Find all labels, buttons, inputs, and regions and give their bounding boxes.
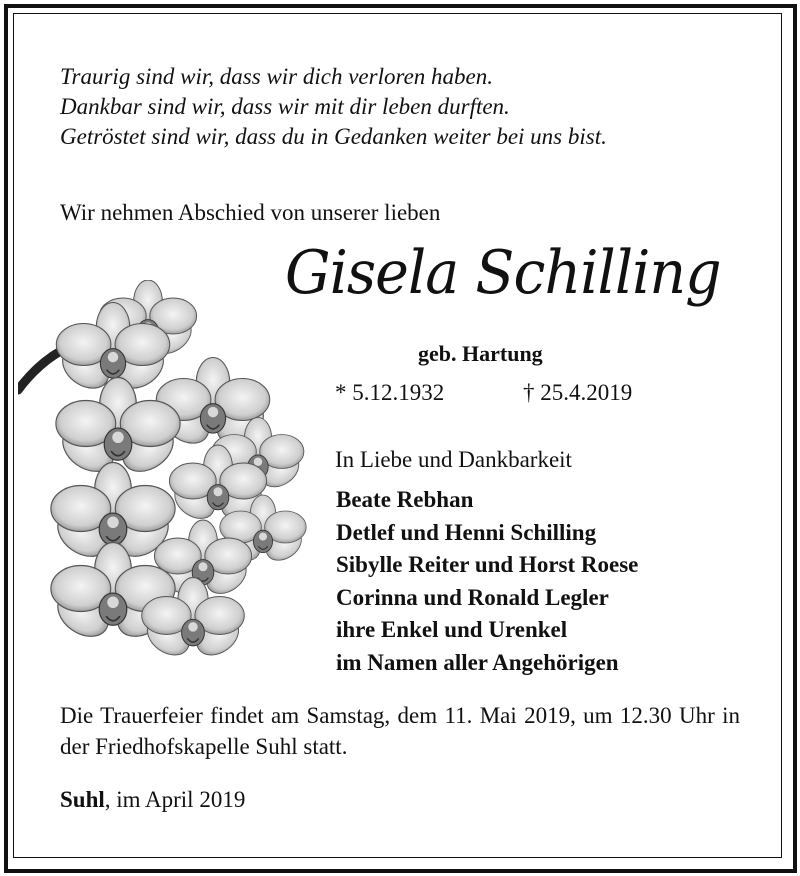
deceased-name: Gisela Schilling — [285, 238, 721, 308]
mourner-line: ihre Enkel und Urenkel — [336, 617, 568, 642]
poem — [60, 62, 607, 152]
farewell-intro: Wir nehmen Abschied von unserer lieben — [60, 200, 441, 225]
mourner-line: Sibylle Reiter und Horst Roese — [336, 552, 639, 577]
maiden-name: geb. Hartung — [418, 341, 543, 366]
town-name: Suhl — [60, 787, 105, 812]
mourners-list — [336, 484, 638, 679]
place-and-date — [60, 787, 245, 813]
birth-date: * 5.12.1932 — [335, 380, 445, 405]
poem-line: Dankbar sind wir, dass wir mit dir leben durften. — [60, 94, 510, 119]
mourner-line: Corinna und Ronald Legler — [336, 584, 609, 610]
mourner-line: Detlef und Henni Schilling — [336, 519, 597, 545]
orchid-icon — [18, 280, 308, 670]
mourner-line: Beate Rebhan — [336, 487, 474, 512]
date-text: , im April 2019 — [104, 787, 246, 812]
death-date: † 25.4.2019 — [523, 380, 633, 405]
poem-line: Getröstet sind wir, dass du in Gedanken weiter bei uns bist. — [60, 124, 607, 149]
mourner-line: im Namen aller Angehörigen — [336, 649, 619, 675]
service-notice: Die Trauerfeier findet am Samstag, dem 11. Mai 2019, um 12.30 Uhr in der Friedhofskapelle Suhl statt. — [60, 703, 740, 759]
poem-line: Traurig sind wir, dass wir dich verloren haben. — [60, 64, 493, 89]
closing-phrase: In Liebe und Dankbarkeit — [335, 447, 572, 472]
